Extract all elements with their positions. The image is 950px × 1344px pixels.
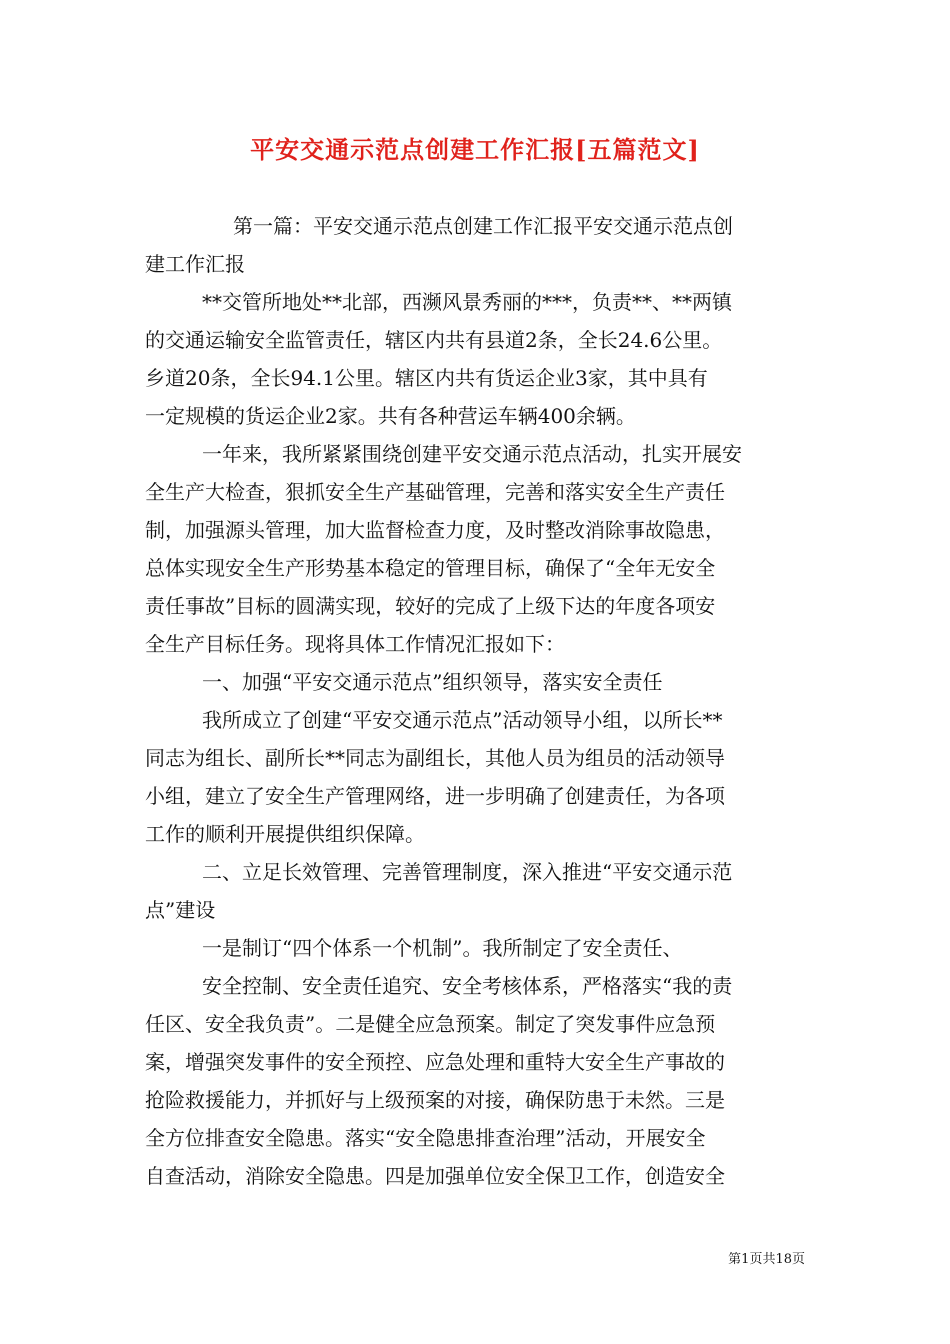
text-line: 二、立足长效管理、完善管理制度，深入推进“平安交通示范 [202, 860, 733, 884]
text-line: **交管所地处**北部，西濒风景秀丽的***，负责**、**两镇 [202, 290, 732, 314]
text-line: 乡道20条，全长94.1公里。辖区内共有货运企业3家，其中具有 [145, 366, 708, 390]
text-line: 小组，建立了安全生产管理网络，进一步明确了创建责任，为各项 [145, 784, 725, 808]
text-line: 制，加强源头管理，加大监督检查力度，及时整改消除事故隐患， [145, 518, 725, 542]
text-line: 我所成立了创建“平安交通示范点”活动领导小组，以所长** [202, 708, 723, 732]
text-line: 责任事故”目标的圆满实现，较好的完成了上级下达的年度各项安 [145, 594, 716, 618]
text-line: 案，增强突发事件的安全预控、应急处理和重特大安全生产事故的 [145, 1050, 725, 1074]
document-title: 平安交通示范点创建工作汇报[五篇范文] [250, 135, 700, 164]
text-line: 抢险救援能力，并抓好与上级预案的对接，确保防患于未然。三是 [145, 1088, 725, 1112]
text-line: 全生产大检查，狠抓安全生产基础管理，完善和落实安全生产责任 [145, 480, 725, 504]
document-body [145, 207, 807, 1195]
text-line: 一年来，我所紧紧围绕创建平安交通示范点活动，扎实开展安 [202, 442, 742, 466]
text-line: 同志为组长、副所长**同志为副组长，其他人员为组员的活动领导 [145, 746, 725, 770]
text-line: 自查活动，消除安全隐患。四是加强单位安全保卫工作，创造安全 [145, 1164, 725, 1188]
text-line: 一、加强“平安交通示范点”组织领导，落实安全责任 [202, 670, 663, 694]
text-line: 的交通运输安全监管责任，辖区内共有县道2条，全长24.6公里。 [145, 328, 723, 352]
text-line: 任区、安全我负责”。二是健全应急预案。制定了突发事件应急预 [145, 1012, 716, 1036]
text-line: 工作的顺利开展提供组织保障。 [145, 822, 425, 846]
text-line: 建工作汇报 [145, 252, 245, 276]
text-line: 一定规模的货运企业2家。共有各种营运车辆400余辆。 [145, 404, 636, 428]
text-line: 第一篇：平安交通示范点创建工作汇报平安交通示范点创 [233, 214, 733, 238]
text-line: 全方位排查安全隐患。落实“安全隐患排查治理”活动，开展安全 [145, 1126, 706, 1150]
text-line: 一是制订“四个体系一个机制”。我所制定了安全责任、 [202, 936, 683, 960]
page-number-footer: 第1页共18页 [728, 1252, 805, 1267]
text-line: 安全控制、安全责任追究、安全考核体系，严格落实“我的责 [202, 974, 733, 998]
text-line: 全生产目标任务。现将具体工作情况汇报如下： [145, 632, 565, 656]
text-line: 总体实现安全生产形势基本稳定的管理目标，确保了“全年无安全 [145, 556, 716, 580]
text-line: 点”建设 [145, 898, 216, 922]
